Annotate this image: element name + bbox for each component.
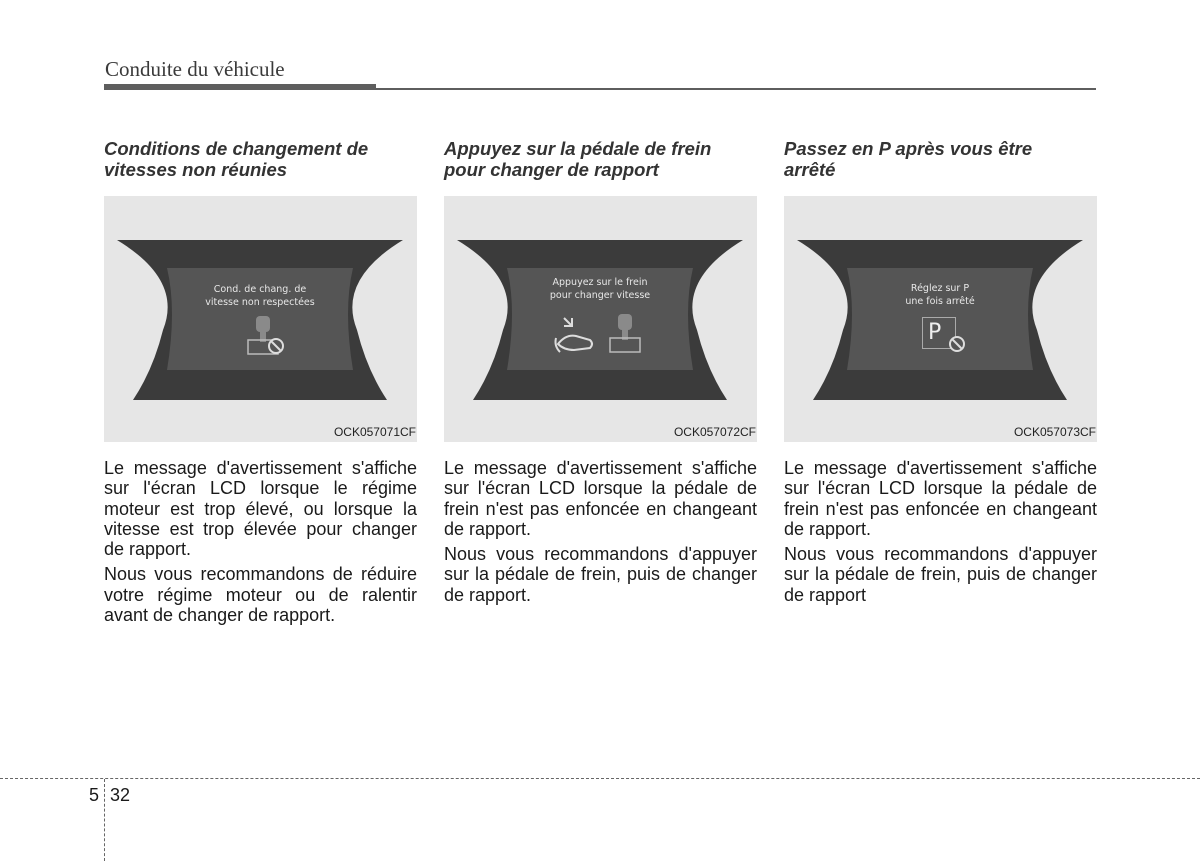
section-heading: Conditions de changement de vitesses non réunies [104,138,369,180]
lcd-warning-message: Cond. de chang. de vitesse non respectées [205,284,315,308]
prohibited-icon [947,334,967,354]
brake-pedal-foot-icon [552,314,598,354]
page-number: 32 [110,785,131,805]
body-paragraph: Le message d'avertissement s'affiche sur l'écran LCD lorsque la pédale de frein n'est pas enfoncée en changeant de rapport. [444,458,757,539]
gear-lever-icon [606,312,646,358]
figure-code: OCK057071CF [333,425,416,439]
body-paragraph: Le message d'avertissement s'affiche sur l'écran LCD lorsque le régime moteur est trop élevé, ou lorsque la vitesse est trop élevée pour changer de rapport. [104,458,417,560]
header-rule-thin [376,88,1096,90]
body-paragraph: Nous vous recommandons d'appuyer sur la pédale de frein, puis de changer de rapport. [444,544,757,605]
lcd-warning-message: Réglez sur P une fois arrêté [905,283,975,307]
lcd-figure [784,196,1097,442]
instrument-cluster-illustration [457,240,743,400]
section-brake-pedal [444,138,757,605]
figure-code: OCK057073CF [1013,425,1096,439]
body-paragraph: Nous vous recommandons d'appuyer sur la pédale de frein, puis de changer de rapport [784,544,1097,605]
section-park-after-stop [784,138,1097,605]
page-header-title: Conduite du véhicule [105,57,285,81]
lcd-figure [104,196,417,442]
figure-code: OCK057072CF [673,425,756,439]
lcd-warning-message: Appuyez sur le frein pour changer vitesse [549,277,651,301]
section-heading: Passez en P après vous être arrêté [784,138,1033,180]
section-heading: Appuyez sur la pédale de frein pour changer de rapport [444,138,712,180]
footer-dashed-rule [0,778,1200,779]
header-rule-thick [104,84,376,90]
lcd-figure [444,196,757,442]
body-paragraph: Le message d'avertissement s'affiche sur l'écran LCD lorsque la pédale de frein n'est pas enfoncée en changeant de rapport. [784,458,1097,539]
park-p-icon: P [922,317,956,349]
chapter-number: 5 [89,785,100,805]
section-gear-conditions [104,138,417,625]
body-paragraph: Nous vous recommandons de réduire votre régime moteur ou de ralentir avant de changer de rapport. [104,564,417,626]
gear-lever-prohibited-icon [242,314,288,360]
footer-dashed-divider [104,779,105,861]
